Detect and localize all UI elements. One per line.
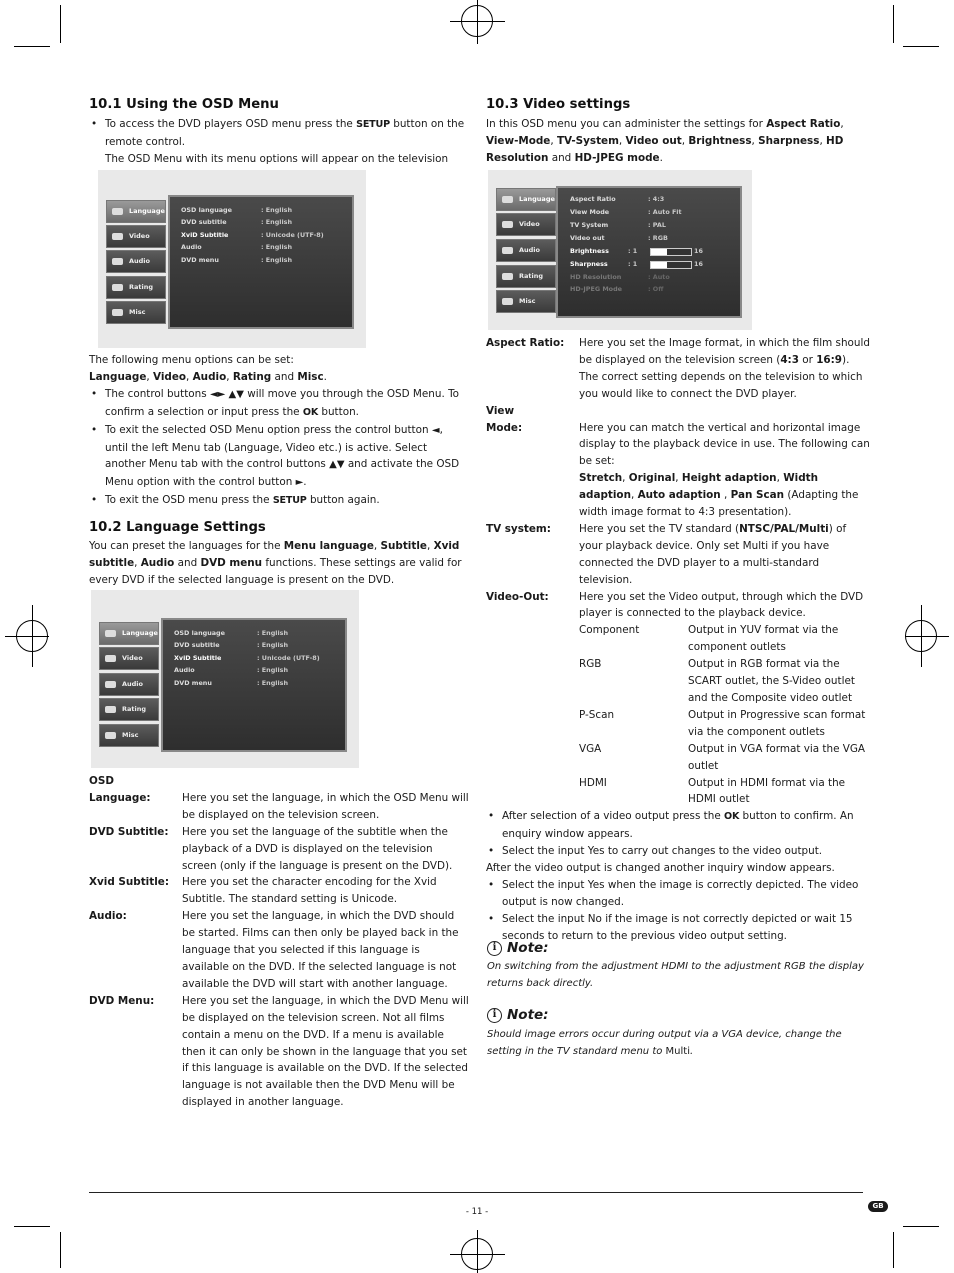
registration-mark [477, 0, 478, 44]
osd-row: DVD menu : English [181, 256, 293, 264]
definition-text: Here you set the Video output, through which the DVD player is connected to the playback device. Component Output in YUV format via the component outlets RGB Output in RGB format via the SCART outlet, the S-Video outlet and the Composite video outlet P-Scan Output in Progressive scan format via the component outlets VGA Output in VGA format via the VGA outlet HDMI Output in HDMI format via the HDMI outlet [579, 589, 870, 809]
osd-row-disabled: HD-JPEG Mode : Off [570, 285, 664, 293]
crop-mark [893, 1232, 894, 1268]
registration-mark [477, 1230, 478, 1273]
list-item: • Select the input Yes to carry out changes to the video output. [486, 843, 870, 860]
video-output-confirm [486, 877, 870, 945]
language-intro: You can preset the languages for the Menu language, Subtitle, Xvid subtitle, Audio and DVD menu functions. These settings are valid for every DVD if the selected language is present on the DVD. [89, 540, 462, 586]
definition-text: Here you set the language of the subtitle when the playback of a DVD is displayed on the television screen (only if the language is present on the DVD). [182, 825, 453, 872]
osd-row: DVD subtitle : English [174, 641, 289, 649]
osd-row-sharpness: Sharpness : 1 16 [570, 260, 703, 268]
note-text: On switching from the adjustment HDMI to the adjustment RGB the display returns back directly. [487, 961, 864, 989]
definition-list [89, 790, 469, 1111]
output-text: Output in Progressive scan format via the component outlets [688, 708, 866, 738]
output-term: HDMI [579, 776, 607, 789]
registration-mark [5, 636, 49, 637]
registration-mark [905, 636, 949, 637]
osd-tab-video: Video [99, 647, 159, 670]
brightness-bar [650, 248, 692, 256]
brightness-bar-fill [651, 249, 667, 255]
after-change-text: After the video output is changed another inquiry window appears. [486, 862, 835, 875]
output-list [579, 622, 870, 808]
osd-tab-audio: Audio [99, 673, 159, 696]
definition-term: Language: [89, 791, 151, 804]
video-definitions [486, 335, 870, 945]
crop-mark [60, 1232, 61, 1268]
osd-language-screenshot-2 [91, 590, 359, 768]
output-text: Output in YUV format via the component outlets [688, 624, 839, 654]
definition-text: Here you can match the vertical and horizontal image display to the playback device in use. The following can be set: Stretch, Original, Height adaption, Width adaption, Auto adaption , Pan Scan (Adapting the width image format to 4:3 presentation). [579, 421, 870, 519]
video-intro: In this OSD menu you can administer the settings for Aspect Ratio, View-Mode, TV-System, Video out, Brightness, Sharpness, HD Resolution and HD-JPEG mode. [486, 118, 844, 164]
note-1 [487, 939, 871, 992]
language-definitions [89, 773, 469, 1111]
note-heading: i Note: [487, 1006, 871, 1024]
osd-tab-rating: Rating [496, 265, 556, 288]
right-column [486, 96, 870, 167]
list-item: • The control buttons ◄► ▲▼ will move you through the OSD Menu. To confirm a selection or input press the OK button. [89, 386, 469, 422]
page-number: - 11 - [465, 1207, 489, 1217]
osd-tab-language: Language [106, 200, 166, 223]
note-2 [487, 1006, 871, 1060]
definition-term: Video-Out: [486, 590, 549, 603]
output-text: Output in RGB format via the SCART outlet, the S-Video outlet and the Composite video outlet [688, 658, 855, 705]
definition-term: Audio: [89, 910, 127, 923]
osd-tab-audio: Audio [106, 250, 166, 273]
list-item: • To exit the selected OSD Menu option press the control button ◄, until the left Menu tab (Language, Video etc.) is active. Select another Menu tab with the control buttons ▲▼ and activate the OSD Menu option with the control button ►. [89, 422, 469, 493]
osd-tab-misc: Misc [106, 301, 166, 324]
registration-mark [450, 1254, 505, 1255]
osd-row-disabled: HD Resolution : Auto [570, 273, 670, 281]
language-badge: GB [868, 1201, 888, 1212]
list-item: • Select the input Yes when the image is correctly depicted. The video output is now changed. [486, 877, 870, 911]
definition-text: Here you set the language, in which the OSD Menu will be displayed on the television screen. [182, 791, 469, 821]
output-term: RGB [579, 658, 602, 671]
osd-row: TV System : PAL [570, 221, 666, 229]
crop-mark [893, 5, 894, 43]
sharpness-bar [650, 261, 692, 269]
osd-tab-misc: Misc [99, 724, 159, 747]
list-item: • To exit the OSD menu press the SETUP button again. [89, 492, 469, 510]
osd-row: OSD language : English [174, 629, 289, 637]
list-item: • To access the DVD players OSD menu press the SETUP button on the remote control. The OSD Menu with its menu options will appear on the television [89, 116, 469, 185]
output-term: VGA [579, 742, 602, 755]
osd-row: XviD Subtitle : Unicode (UTF-8) [174, 654, 320, 662]
osd-row: OSD language : English [181, 206, 293, 214]
output-term: Component [579, 624, 640, 637]
osd-row: DVD subtitle : English [181, 218, 293, 226]
list-item: • After selection of a video output press the OK button to confirm. An enquiry window appears. [486, 808, 870, 843]
osd-row: XviD Subtitle : Unicode (UTF-8) [181, 231, 324, 239]
definition-term: TV system: [486, 522, 551, 535]
menu-options-intro: The following menu options can be set: [89, 354, 294, 366]
osd-tab-audio: Audio [496, 239, 556, 262]
definition-text: Here you set the Image format, in which the film should be displayed on the television screen (4:3 or 16:9). The correct setting depends on the television to which you would like to connect the DVD player. [579, 337, 870, 400]
definition-text: Here you set the TV standard (NTSC/PAL/Multi) of your playback device. Only set Multi if you have connected the DVD player to a multi-standard television. [579, 522, 847, 586]
definition-term: Aspect Ratio: [486, 337, 565, 349]
menu-options-list: Language, Video, Audio, Rating and Misc. [89, 370, 327, 383]
osd-row: Audio : English [181, 243, 293, 251]
crop-mark [14, 1226, 50, 1227]
osd-row: Aspect Ratio : 4:3 [570, 195, 665, 203]
crop-mark [903, 1226, 939, 1227]
osd-tab-misc: Misc [496, 290, 556, 313]
section-title-language: 10.2 Language Settings [89, 520, 266, 535]
sharpness-bar-fill [651, 262, 667, 268]
definition-term: DVD Subtitle: [89, 825, 169, 838]
osd-tab-video: Video [106, 225, 166, 248]
crop-mark [14, 46, 50, 47]
definition-list [486, 335, 870, 808]
osd-row: Audio : English [174, 666, 289, 674]
definition-term: DVD Menu: [89, 994, 155, 1007]
language-settings-block [89, 519, 469, 589]
crop-mark [903, 46, 939, 47]
definition-text: Here you set the language, in which the DVD Menu will be displayed on the television screen. Not all films contain a menu on the DVD. If a menu is available then it can only be shown in the language that you set if this language is available on the DVD. If the selected language is not available then the DVD Menu will be displayed in another language. [182, 994, 469, 1109]
registration-mark [450, 21, 505, 22]
osd-language-screenshot-1 [98, 170, 366, 348]
list-item: • Select the input No if the image is not correctly depicted or wait 15 seconds to return to the previous video output setting. [486, 911, 870, 945]
osd-tab-rating: Rating [106, 276, 166, 299]
output-text: Output in HDMI format via the HDMI outlet [688, 776, 846, 806]
note-heading: i Note: [487, 939, 871, 957]
crop-mark [60, 5, 61, 43]
section-title-osd-menu: 10.1 Using the OSD Menu [89, 97, 279, 112]
info-icon: i [487, 941, 502, 956]
osd-row: Video out : RGB [570, 234, 668, 242]
footer-rule [89, 1192, 863, 1193]
info-icon: i [487, 1008, 502, 1023]
osd-row: DVD menu : English [174, 679, 289, 687]
definition-term: Xvid Subtitle: [89, 876, 169, 889]
section-title-video: 10.3 Video settings [486, 97, 631, 112]
note-text: Should image errors occur during output via a VGA device, change the setting in the TV standard menu to Multi. [487, 1029, 842, 1057]
osd-row-brightness: Brightness : 1 16 [570, 247, 703, 255]
output-text: Output in VGA format via the VGA outlet [688, 742, 866, 772]
control-list [89, 386, 469, 510]
osd-label: OSD [89, 775, 114, 787]
osd-tab-video: Video [496, 213, 556, 236]
osd-tab-rating: Rating [99, 698, 159, 721]
osd-tab-language: Language [496, 188, 556, 211]
output-term: P-Scan [579, 708, 615, 721]
definition-text: Here you set the language, in which the DVD should be started. Films can then only be played back in the language that you selected if this language is available on the DVD. If the selected language is not available the DVD will start with another language. [182, 910, 459, 990]
menu-options-block [89, 352, 469, 510]
definition-text: Here you set the character encoding for the Xvid Subtitle. The standard setting is Unicode. [182, 876, 437, 906]
definition-term: View Mode: [486, 404, 523, 434]
osd-video-screenshot [488, 170, 752, 330]
osd-row: View Mode : Auto Fit [570, 208, 682, 216]
video-output-steps [486, 808, 870, 860]
osd-tab-language: Language [99, 622, 159, 645]
